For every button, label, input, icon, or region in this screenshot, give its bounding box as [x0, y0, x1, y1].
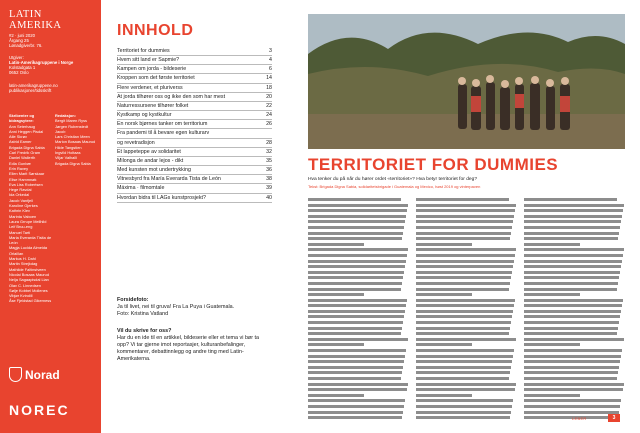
- text-line: [416, 260, 514, 263]
- toc-item-title: Med kunsten mot undertrykking: [117, 167, 191, 174]
- toc-item-title: Flere verdener, et pluriverss: [117, 84, 183, 91]
- credit-name: Vibjør Kvindill: [9, 293, 33, 299]
- credit-name: Ellen Marit Sørskaar: [9, 171, 45, 177]
- text-line: [416, 276, 511, 279]
- credit-name: Atle Skrøv: [9, 134, 27, 140]
- credit-name: Orlaillan: [9, 250, 24, 256]
- text-line: [524, 293, 580, 296]
- text-line: [524, 254, 623, 257]
- text-line: [416, 226, 512, 229]
- toc-item-title: Territoriet for dummies: [117, 48, 170, 54]
- credit-name: Leif Bruu-eng: [9, 224, 33, 230]
- toc-item-title: Hvem sitt land er Sapmie?: [117, 57, 180, 64]
- text-line: [308, 209, 407, 212]
- credit-name: Bergit Maren Ryss: [55, 118, 87, 124]
- credit-name: Elise Hammnøk: [9, 176, 37, 182]
- text-line: [524, 288, 617, 291]
- text-line: [524, 237, 618, 240]
- text-line: [308, 215, 406, 218]
- toc-item: [117, 139, 272, 148]
- toc-item: [117, 84, 272, 93]
- text-line: [524, 310, 621, 313]
- cover-photo-credit: Foto: Kristina Vatland: [117, 311, 169, 317]
- text-line: [308, 371, 402, 374]
- text-line: [524, 232, 619, 235]
- text-line: [416, 321, 511, 324]
- toc-item-page: 14: [266, 75, 272, 82]
- article-lead: Hva tenker du på når du hører ordet «territoriet»? Hva betyr territoriet for deg?: [308, 177, 478, 182]
- toc-item: [117, 157, 272, 166]
- toc-item-title: Et lappeteppe av solidaritet: [117, 148, 181, 155]
- toc-item: [117, 148, 272, 157]
- text-line: [308, 411, 403, 414]
- text-line: [416, 349, 514, 352]
- toc-item-title: Fra pandemi til å bevare egen kulturarv: [117, 130, 210, 137]
- text-line: [308, 377, 401, 380]
- text-line: [308, 265, 405, 268]
- publisher-label: Utgiver:: [9, 55, 24, 60]
- credit-name: Marion Bosaas Maurud: [55, 139, 96, 145]
- text-line: [308, 288, 401, 291]
- text-line: [308, 355, 405, 358]
- text-line: [308, 383, 408, 386]
- text-line: [524, 411, 619, 414]
- text-line: [524, 248, 624, 251]
- toc-list: [117, 47, 272, 203]
- issue-info: [9, 33, 42, 48]
- toc-item-page: 38: [266, 176, 272, 183]
- toc-item-title: Naturressursene tilhører folket: [117, 102, 189, 109]
- page-number: 3: [608, 414, 620, 422]
- text-line: [524, 338, 624, 341]
- text-line: [524, 366, 619, 369]
- text-line: [308, 254, 407, 257]
- norad-logo: [9, 367, 60, 382]
- toc-item-page: 40: [266, 194, 272, 201]
- article-byline: Tekst: Brigada Digna Sabia, solidaritetsbrigade i Guatemala og Mexico, høst 2019 og vinterpaven: [308, 184, 481, 189]
- body-text-column-1: [308, 198, 409, 420]
- toc-item-title: og revetradisjon: [117, 139, 155, 146]
- toc-item-page: 35: [266, 157, 272, 164]
- credit-name: Maria Everarda Tisita de León: [9, 234, 52, 246]
- credit-name: Jørgen Rubenstedt Jacob: [55, 123, 89, 134]
- text-line: [524, 215, 622, 218]
- text-line: [524, 405, 620, 408]
- credit-name: Nicolai Bosaas Maurud: [9, 271, 50, 277]
- text-line: [524, 271, 620, 274]
- credit-name: Brigada Digna Sabia: [55, 160, 91, 166]
- credit-name: Jacob Vanfjell: [9, 197, 33, 203]
- text-line: [416, 232, 511, 235]
- email-line-2: publikasjoner/tidsskrift: [9, 88, 52, 93]
- text-line: [308, 416, 402, 419]
- credit-name: Karoline Gjerkes: [9, 203, 38, 209]
- text-line: [308, 237, 402, 240]
- toc-item: [117, 102, 272, 111]
- contribute-text: Har du en ide til en artikkel, bildeserie eller et tema vi bør ta opp? Vi tar gjerne imot reportasjer, kulturanbefalinger, kommentarer, debattinnlegg og andre ting med Latin-Amerikaterna.: [117, 335, 260, 362]
- toc-item-title: At jorda tilhører oss og ikke den som har mest: [117, 93, 226, 100]
- publisher-name: Latin-Amerikagruppene i Norge: [9, 60, 74, 65]
- text-line: [416, 248, 516, 251]
- text-line: [524, 243, 580, 246]
- toc-item-title: Kystkamp og kystkultur: [117, 112, 172, 119]
- toc-item-page: 18: [266, 84, 272, 91]
- text-line: [524, 360, 620, 363]
- text-line: [416, 215, 514, 218]
- text-line: [524, 349, 622, 352]
- issue-extra: Lønadgiverbr. 76.: [9, 43, 43, 48]
- credit-name: Kathrin Klev: [9, 208, 30, 214]
- text-line: [308, 366, 403, 369]
- norad-label: Norad: [25, 367, 60, 382]
- group-photo-image: [308, 14, 625, 149]
- text-line: [308, 399, 405, 402]
- left-sidebar: [0, 0, 101, 433]
- toc-item-page: 6: [269, 66, 272, 73]
- toc-item: [117, 74, 272, 83]
- contributors-heading: Skribenter og bidragsytere:: [9, 113, 35, 124]
- text-line: [416, 265, 513, 268]
- text-line: [524, 399, 621, 402]
- text-line: [416, 271, 512, 274]
- text-line: [416, 315, 512, 318]
- text-line: [308, 282, 402, 285]
- issue-year: Årgang 25: [9, 38, 29, 43]
- text-line: [524, 332, 617, 335]
- contribute-heading: Vil du skrive for oss?: [117, 328, 172, 334]
- text-line: [416, 304, 514, 307]
- text-line: [416, 198, 509, 201]
- toc-item: [117, 175, 272, 184]
- credit-name: Viljar Valhalli: [55, 155, 77, 161]
- text-line: [524, 209, 623, 212]
- text-line: [416, 338, 516, 341]
- logo-line-2: AMERIKA: [9, 20, 62, 31]
- text-line: [308, 310, 405, 313]
- contributors-column: [9, 113, 55, 304]
- text-line: [524, 265, 621, 268]
- text-line: [416, 399, 513, 402]
- credit-name: Martin Strejkdag: [9, 261, 38, 267]
- text-line: [524, 383, 624, 386]
- cover-photo-heading: Forsidefoto:: [117, 297, 149, 303]
- norad-crest-icon: [9, 367, 22, 382]
- text-line: [416, 288, 509, 291]
- notes: [117, 297, 272, 363]
- text-line: [308, 293, 364, 296]
- toc-item-title: Milonga de andar lejos - dikt: [117, 157, 184, 164]
- toc-item-page: 36: [266, 167, 272, 174]
- text-line: [524, 220, 621, 223]
- toc-item-page: 26: [266, 121, 272, 128]
- text-line: [308, 243, 364, 246]
- toc-item: [117, 47, 272, 56]
- cover-photo-text: Ja til livet, nei til gruva! Fra La Puya i Guatemala.: [117, 304, 235, 310]
- credit-name: Daniel Wallerth: [9, 155, 36, 161]
- text-line: [416, 394, 472, 397]
- text-line: [308, 220, 405, 223]
- text-line: [308, 405, 404, 408]
- text-line: [416, 343, 472, 346]
- text-line: [308, 332, 401, 335]
- toc-item-page: 32: [266, 148, 272, 155]
- editorial-column: [55, 113, 99, 166]
- text-line: [524, 260, 622, 263]
- credit-name: Magja Lucida Almeida: [9, 245, 48, 251]
- address-line-2: 0652 Oslo: [9, 70, 29, 75]
- credit-name: Ann Seterhaug: [9, 123, 35, 129]
- toc-item-title: Vitnesbyrd fra María Everarda Tista de León: [117, 176, 221, 183]
- text-line: [308, 299, 407, 302]
- toc-item-page: 39: [266, 185, 272, 192]
- editorial-heading: Redaksjon:: [55, 113, 76, 118]
- toc-item: [117, 93, 272, 102]
- credit-name: Olav C. Linnedsen: [9, 282, 42, 288]
- text-line: [416, 243, 472, 246]
- toc-item-page: 28: [266, 139, 272, 146]
- toc-item: [117, 65, 272, 74]
- text-line: [416, 360, 512, 363]
- credit-name: Lars Christian Meen: [55, 134, 90, 140]
- text-line: [308, 360, 404, 363]
- text-line: [308, 226, 404, 229]
- contact-link: [9, 83, 58, 93]
- text-line: [308, 338, 408, 341]
- toc-item-title: Kroppen som det første territoriet: [117, 75, 195, 82]
- text-line: [524, 388, 623, 391]
- text-line: [308, 260, 406, 263]
- credit-name: Manuel Tarti: [9, 229, 31, 235]
- toc-item: [117, 129, 272, 138]
- credit-name: Carl Fredrik Gram: [9, 150, 41, 156]
- text-line: [416, 371, 510, 374]
- toc-item-title: Máxima · filmomtale: [117, 185, 165, 192]
- text-line: [524, 355, 621, 358]
- credit-name: Erin Ravey: [9, 165, 29, 171]
- credit-name: Markus H. Dahl: [9, 256, 36, 262]
- text-line: [416, 204, 516, 207]
- article-title: TERRITORIET FOR DUMMIES: [308, 155, 559, 174]
- text-line: [308, 276, 403, 279]
- text-line: [416, 405, 512, 408]
- toc-item: [117, 166, 272, 175]
- text-line: [524, 377, 617, 380]
- credit-name: Hege Ravdal: [9, 187, 32, 193]
- credit-name: Nelja Sagaapisdal Lian: [9, 277, 49, 283]
- text-line: [524, 321, 619, 324]
- toc-item: [117, 184, 272, 193]
- text-line: [416, 310, 513, 313]
- text-line: [416, 377, 509, 380]
- credit-name: Edla Gunbæ: [9, 160, 31, 166]
- text-line: [308, 349, 406, 352]
- credit-name: Åse Fjeldstad Gikerness: [9, 298, 52, 304]
- text-line: [416, 299, 515, 302]
- body-text-column-2: [416, 198, 517, 420]
- toc-item-page: 20: [266, 93, 272, 100]
- toc-item-page: 22: [266, 102, 272, 109]
- text-line: [416, 366, 511, 369]
- credit-name: Brigada Digna Sabia: [9, 144, 45, 150]
- text-line: [416, 327, 510, 330]
- address-line-1: Kolstadgata 1: [9, 65, 36, 70]
- text-line: [416, 416, 510, 419]
- text-line: [308, 321, 403, 324]
- toc-item: [117, 56, 272, 65]
- text-line: [524, 282, 618, 285]
- text-line: [416, 293, 472, 296]
- text-line: [524, 371, 618, 374]
- credit-name: Mathilde Faltinstveen: [9, 266, 46, 272]
- text-line: [416, 411, 511, 414]
- text-line: [416, 332, 509, 335]
- magazine-logo: [9, 9, 62, 31]
- credit-name: Ingvild Holtaas: [55, 150, 81, 156]
- toc-item-title: En norsk bjørnes tanker om territorium: [117, 121, 208, 128]
- text-line: [524, 327, 618, 330]
- text-line: [416, 237, 510, 240]
- text-line: [308, 394, 364, 397]
- text-line: [308, 198, 401, 201]
- credit-name: Hilde Tangstien: [55, 144, 82, 150]
- toc-item: [117, 194, 272, 203]
- text-line: [308, 248, 408, 251]
- text-line: [524, 299, 623, 302]
- toc-item-page: 4: [269, 57, 272, 64]
- toc-item-page: 3: [269, 48, 272, 54]
- toc-item-title: Hvordan bidra til LAGs kunstprosjekt?: [117, 194, 206, 201]
- text-line: [524, 315, 620, 318]
- credit-name: Eva Liss Robertsen: [9, 181, 43, 187]
- logo-line-1: LATIN: [9, 9, 42, 20]
- text-line: [416, 383, 516, 386]
- toc-item: [117, 120, 272, 129]
- norec-logo: NOREC: [9, 402, 70, 418]
- text-line: [416, 282, 510, 285]
- credit-name: Anni Heggen Pisdal: [9, 128, 44, 134]
- toc-item: [117, 111, 272, 120]
- toc-heading: INNHOLD: [117, 22, 194, 39]
- text-line: [308, 388, 407, 391]
- text-line: [308, 204, 408, 207]
- credit-name: Laura Grrupe Mellhild: [9, 218, 47, 224]
- text-line: [524, 198, 617, 201]
- text-line: [308, 343, 364, 346]
- text-line: [416, 220, 513, 223]
- text-line: [308, 271, 404, 274]
- text-line: [416, 355, 513, 358]
- email-line-1: latin-amerikagruppene.no: [9, 83, 58, 88]
- footer-label: LEBER: [572, 416, 587, 421]
- toc-item-page: 24: [266, 112, 272, 119]
- text-line: [524, 204, 624, 207]
- credit-name: Ida Orkedal: [9, 192, 30, 198]
- issue-number: #2 · juni 2020: [9, 33, 36, 38]
- text-line: [308, 327, 402, 330]
- text-line: [524, 394, 580, 397]
- toc-item-title: Kampen om jorda - bildeserie: [117, 66, 187, 73]
- text-line: [308, 304, 406, 307]
- text-line: [524, 304, 622, 307]
- text-line: [524, 343, 580, 346]
- text-line: [416, 388, 515, 391]
- group-photo: [308, 14, 625, 149]
- text-line: [524, 416, 618, 419]
- credit-name: Sølje Kobbel Mollenes: [9, 287, 48, 293]
- credit-name: Astrid Eamer: [9, 139, 32, 145]
- text-line: [416, 254, 515, 257]
- credit-name: Marinta Vaboen: [9, 213, 37, 219]
- text-line: [416, 209, 515, 212]
- text-line: [524, 226, 620, 229]
- publisher-info: [9, 55, 73, 75]
- text-line: [308, 232, 403, 235]
- text-line: [308, 315, 404, 318]
- text-line: [524, 276, 619, 279]
- body-text-column-3: [524, 198, 625, 420]
